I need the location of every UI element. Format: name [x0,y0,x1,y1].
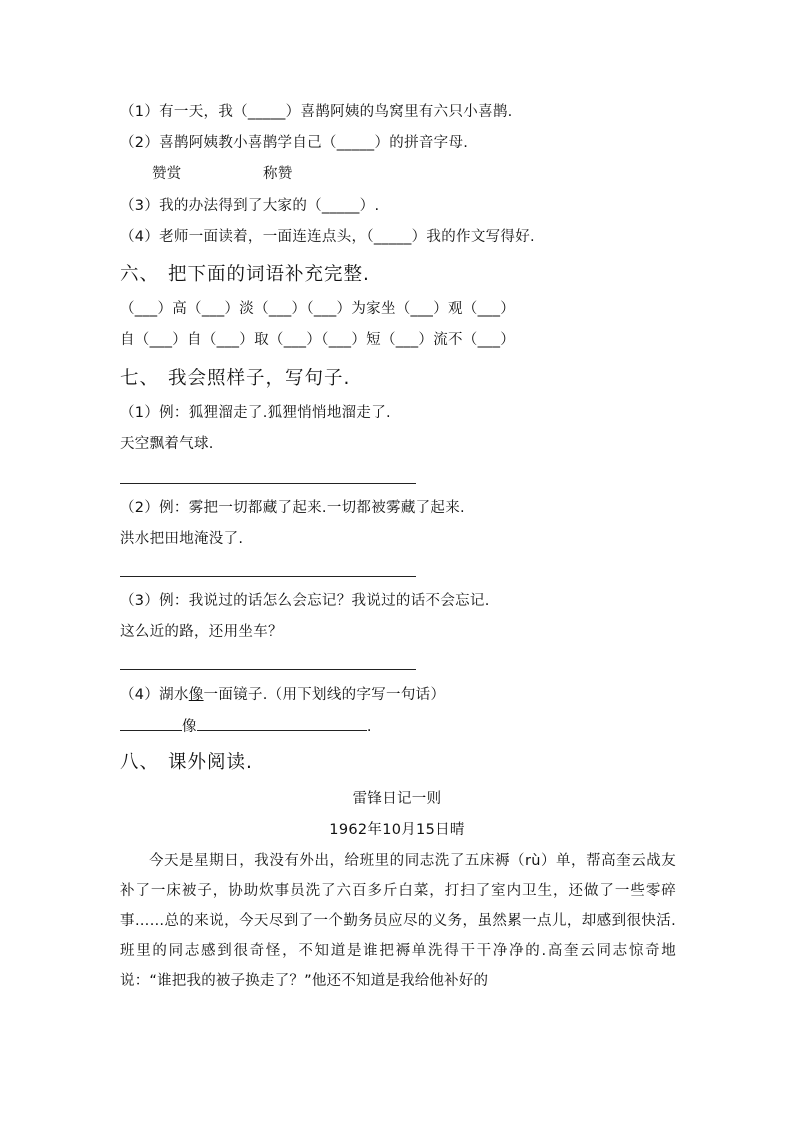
question-5-1: （1）有一天，我（_____）喜鹊阿姨的鸟窝里有六只小喜鹊. [120,104,513,120]
section-8-title: 课外阅读. [168,752,253,773]
question-5-2: （2）喜鹊阿姨教小喜鹊学自己（_____）的拼音字母. [120,135,469,151]
section-8-number: 八、 [120,752,160,773]
section-7-title: 我会照样子，写句子. [168,368,351,389]
fill-word: 像 [182,719,197,735]
section-8-heading [120,751,253,775]
fill-blank-before[interactable] [120,716,182,731]
answer-line-7-2[interactable] [120,576,416,577]
word-option-zanshang: 赞赏 [152,166,182,182]
question-5-4: （4）老师一面读着，一面连连点头，（_____）我的作文写得好. [120,229,535,245]
section-7-heading [120,367,350,391]
article-title: 雷锋日记一则 [352,791,442,807]
task-7-1: 天空飘着气球. [120,436,214,452]
fill-blank-after[interactable] [197,716,367,731]
idiom-row-2: 自（___）自（___）取（___）（___）短（___）流不（___） [120,332,516,348]
example-7-4-suffix: 一面镜子.（用下划线的字写一句话） [203,687,446,703]
question-5-3: （3）我的办法得到了大家的（_____）. [120,198,380,214]
underlined-word: 像 [188,687,204,703]
example-7-4-prefix: （4）湖水 [120,687,189,703]
answer-line-7-3[interactable] [120,669,416,670]
example-7-2: （2）例：雾把一切都藏了起来.一切都被雾藏了起来. [120,500,465,516]
fill-sentence-7-4 [120,716,372,737]
answer-line-7-1[interactable] [120,483,416,484]
section-6-number: 六、 [120,264,160,285]
task-7-2: 洪水把田地淹没了. [120,531,244,547]
section-7-number: 七、 [120,368,160,389]
section-6-title: 把下面的词语补充完整. [168,264,370,285]
article-paragraph: 今天是星期日，我没有外出，给班里的同志洗了五床褥（rù）单，帮高奎云战友补了一床被子，协助炊事员洗了六百多斤白菜，打扫了室内卫生，还做了一些零碎事……总的来说，今天尽到了一个勤务员应尽的义务，虽然累一点儿，却感到很快活.班里的同志感到很奇怪，不知道是谁把褥单洗得干干净净的.高奎云同志惊奇地说：“谁把我的被子换走了？”他还不知道是我给他补好的 [120,853,676,989]
article-date: 1962年10月15日晴 [329,822,465,838]
fill-period: . [366,719,372,735]
word-option-chengzan: 称赞 [263,166,293,182]
idiom-row-1: （___）高（___）淡（___）（___）为家坐（___）观（___） [120,301,516,317]
task-7-3: 这么近的路，还用坐车？ [120,624,283,640]
example-7-4 [120,685,445,705]
example-7-3: （3）例：我说过的话怎么会忘记？我说过的话不会忘记. [120,593,490,609]
section-6-heading [120,263,370,287]
example-7-1: （1）例：狐狸溜走了.狐狸悄悄地溜走了. [120,405,391,421]
